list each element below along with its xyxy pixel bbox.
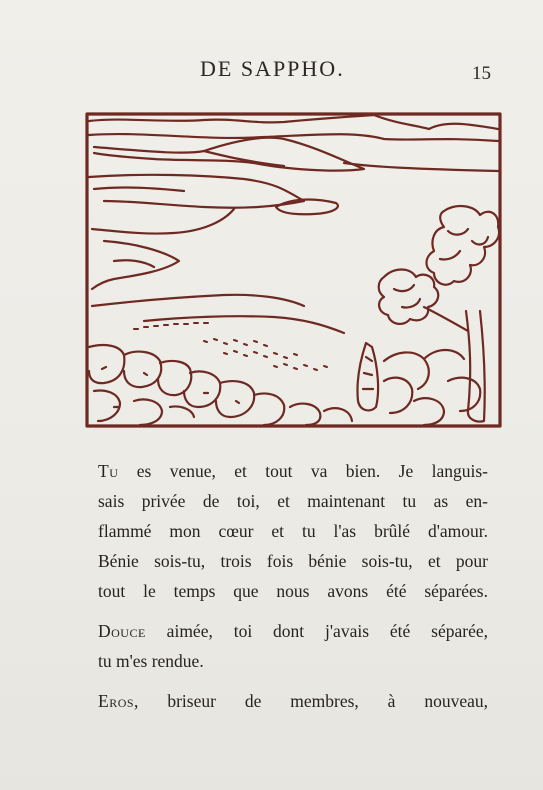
sea-horizon: [89, 175, 304, 208]
text-line: [98, 616, 488, 646]
headland: [94, 138, 364, 171]
line-text: es venue, et tout va bien. Je languis-: [118, 461, 488, 481]
text-line: tu m'es rendue.: [98, 651, 204, 671]
line-text: , briseur de membres, à nouveau,: [134, 691, 488, 711]
text-line: sais privée de toi, et maintenant tu as en-: [98, 491, 488, 511]
page-number: 15: [472, 63, 491, 84]
far-mountains: [89, 115, 498, 129]
cypress-tree: [357, 343, 378, 410]
paragraph-2: [98, 616, 488, 676]
lead-word: Eros: [98, 691, 135, 711]
body-text: [98, 456, 488, 716]
paragraph-3: [98, 686, 488, 716]
illustration-frame: [87, 114, 500, 426]
lead-word: Douce: [98, 621, 146, 641]
running-head: DE SAPPHO.: [200, 56, 345, 81]
text-line: [98, 456, 488, 486]
bay-shore: [92, 209, 234, 234]
right-wall: [384, 350, 480, 425]
lead-word: Tu: [98, 461, 119, 481]
text-line: tout le temps que nous avons été séparées.: [98, 581, 488, 601]
woodcut-illustration: [84, 111, 503, 429]
text-line: Bénie sois-tu, trois fois bénie sois-tu, et pour: [98, 551, 488, 571]
paragraph-1: [98, 456, 488, 606]
islet: [276, 200, 338, 215]
text-line: flammé mon cœur et tu l'as brûlé d'amour.: [98, 521, 488, 541]
line-text: aimée, toi dont j'avais été séparée,: [145, 621, 488, 641]
stone-wall: [89, 345, 352, 425]
text-line: [98, 686, 488, 716]
